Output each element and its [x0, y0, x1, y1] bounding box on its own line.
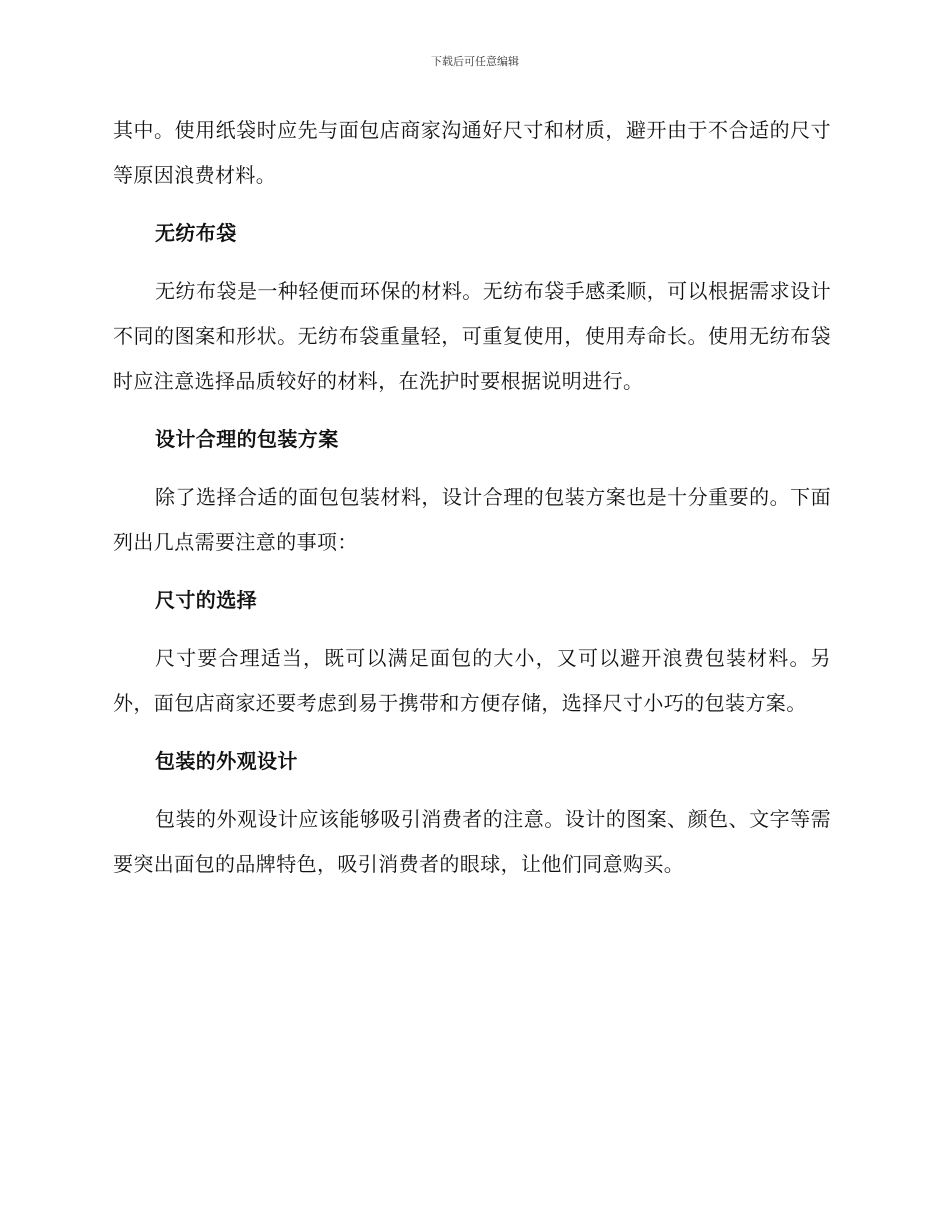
document-body [113, 108, 831, 887]
paragraph-appearance-design: 包装的外观设计应该能够吸引消费者的注意。设计的图案、颜色、文字等需要突出面包的品牌特色，吸引消费者的眼球，让他们同意购买。 [113, 807, 831, 876]
heading-size-selection: 尺寸的选择 [155, 588, 257, 612]
heading-non-woven-bag: 无纺布袋 [155, 221, 237, 245]
heading-appearance-design: 包装的外观设计 [155, 749, 298, 773]
heading-packaging-plan: 设计合理的包装方案 [155, 427, 339, 451]
paragraph-non-woven-bag: 无纺布袋是一种轻便而环保的材料。无纺布袋手感柔顺，可以根据需求设计不同的图案和形状。无纺布袋重量轻，可重复使用，使用寿命长。使用无纺布袋时应注意选择品质较好的材料，在洗护时要根据说明进行。 [113, 279, 831, 393]
paragraph-size-selection: 尺寸要合理适当，既可以满足面包的大小，又可以避开浪费包装材料。另外，面包店商家还要考虑到易于携带和方便存储，选择尺寸小巧的包装方案。 [113, 646, 831, 715]
paragraph-packaging-plan: 除了选择合适的面包包装材料，设计合理的包装方案也是十分重要的。下面列出几点需要注意的事项： [113, 485, 831, 554]
page-header: 下载后可任意编辑 [431, 55, 519, 68]
paragraph-paper-bag-end: 其中。使用纸袋时应先与面包店商家沟通好尺寸和材质，避开由于不合适的尺寸等原因浪费材料。 [113, 118, 831, 187]
